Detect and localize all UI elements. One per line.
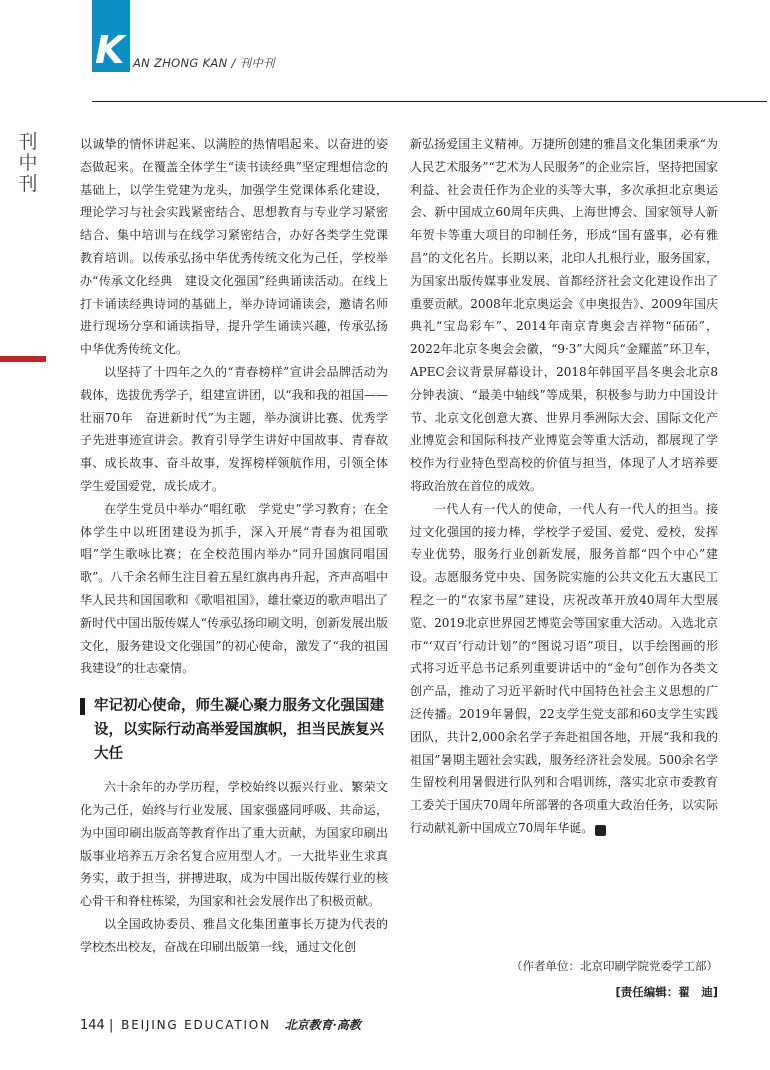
body-paragraph: 以坚持了十四年之久的“青春榜样”宣讲会品牌活动为载体，选拔优秀学子，组建宣讲团，以“我和我的祖国——壮丽70年 奋进新时代”为主题，举办演讲比赛、优秀学子先进事迹宣讲会。教育引导学生讲好中国故事、青春故事、成长故事、奋斗故事，发挥榜样领航作用，引领全体学生爱国爱党，成长成才。 xyxy=(80,364,388,493)
page-footer xyxy=(80,1016,361,1033)
responsible-editor: [责任编辑：翟 迪] xyxy=(615,985,718,999)
side-column-label xyxy=(16,132,40,195)
body-paragraph-text: 一代人有一代人的使命，一代人有一代人的担当。接过文化强国的接力棒，学校学子爱国、爱党、爱校，发挥专业优势，服务行业创新发展，服务首都“四个中心”建设。志愿服务党中央、国务院实施的公共文化五大惠民工程之一的“农家书屋”建设，庆祝改革开放40周年大型展览、2019北京世界园艺博览会等国家重大活动。入选北京市“‘双百’行动计划”的“图说习语”项目，以手绘图画的形式将习近平总书记系列重要讲话中的“金句”创作为各类文创产品，推动了习近平新时代中国特色社会主义思想的广泛传播。2019年暑假，22支学生党支部和60支学生实践团队，共计2,000余名学子奔赴祖国各地，开展“我和我的祖国”暑期主题社会实践，服务经济社会发展。500余名学生留校利用暑假进行队列和合唱训练，落实北京市委教育工委关于国庆70周年所部署的各项重大政治任务，以实际行动献礼新中国成立70周年华诞。 xyxy=(410,501,718,835)
body-paragraph: 以诚挚的情怀讲起来、以满腔的热情唱起来、以奋进的姿态做起来。在覆盖全体学生“读书读经典”坚定理想信念的基础上，以学生党建为龙头，加强学生党课体系化建设，理论学习与社会实践紧密结合、思想教育与专业学习紧密结合、集中培训与在线学习紧密结合，办好各类学生党课教育培训。以传承弘扬中华优秀传统文化为己任，学校举办“传承文化经典 建设文化强国”经典诵读活动。在线上打卡诵读经典诗词的基础上，举办诗词诵读会，邀请名师进行现场分享和诵读指导，提升学生诵读兴趣，传承弘扬中华优秀传统文化。 xyxy=(80,137,388,357)
section-heading: 牢记初心使命，师生凝心聚力服务文化强国建设，以实际行动高举爱国旗帜，担当民族复兴大任 xyxy=(80,694,388,766)
end-mark-icon: 中 xyxy=(595,825,606,836)
body-paragraph-last xyxy=(410,498,718,840)
body-paragraph: 以全国政协委员、雅昌文化集团董事长万捷为代表的学校杰出校友，奋战在印刷出版第一线，通过文化创 xyxy=(80,916,388,954)
publication-name-cn: 北京教育·高教 xyxy=(284,1018,361,1032)
body-paragraph: 在学生党员中举办“唱红歌 学党史”学习教育；在全体学生中以班团建设为抓手，深入开展“青春为祖国歌唱”学生歌咏比赛；在全校范围内举办“同升国旗同唱国歌”。八千余名师生注目着五星红旗冉冉升起，齐声高唱中华人民共和国国歌和《歌唱祖国》，雄壮豪迈的歌声唱出了新时代中国出版传媒人“传承弘扬印刷文明，创新发展出版文化，服务建设文化强国”的初心使命，激发了“我的祖国我建设”的壮志豪情。 xyxy=(80,501,388,676)
body-paragraph: 六十余年的办学历程，学校始终以振兴行业、繁荣文化为己任，始终与行业发展、国家强盛同呼吸、共命运，为中国印刷出版高等教育作出了重大贡献，为国家印刷出版事业培养五万余名复合应用型人才。一大批毕业生求真务实，敢于担当，拼搏进取，成为中国出版传媒行业的核心骨干和脊柱栋梁，为国家和社会发展作出了积极贡献。 xyxy=(80,780,388,909)
publication-name: BEIJING EDUCATION xyxy=(121,1018,271,1032)
header-divider xyxy=(92,101,767,102)
column-title: AN ZHONG KAN / 刊中刊 xyxy=(133,56,275,70)
author-affiliation: （作者单位：北京印刷学院党委学工部） xyxy=(511,959,718,973)
side-red-marker xyxy=(0,356,46,362)
body-paragraph: 新弘扬爱国主义精神。万捷所创建的雅昌文化集团秉承“为人民艺术服务”“艺术为人民服务”的企业宗旨，坚持把国家利益、社会责任作为企业的头等大事，多次承担北京奥运会、新中国成立60周年庆典、上海世博会、国家领导人新年贺卡等重大项目的印制任务，形成“国有盛事，必有雅昌”的文化名片。长期以来，北印人扎根行业，服务国家，为国家出版传媒事业发展、首都经济社会文化建设作出了重要贡献。2008年北京奥运会《申奥报告》、2009年国庆典礼“宝岛彩车”、2014年南京青奥会吉祥物“砳砳”，2022年北京冬奥会会徽，“9·3”大阅兵“金耀蓝”环卫车，APEC会议背景屏幕设计，2018年韩国平昌冬奥会北京8分钟表演、“最美中轴线”等成果，积极参与助力中国设计节、北京文化创意大赛、世界月季洲际大会、国际文化产业博览会和国际科技产业博览会等重大活动，都展现了学校作为行业特色型高校的价值与担当，体现了人才培养要将政治放在首位的成效。 xyxy=(410,137,718,493)
side-label-char: 刊 xyxy=(18,131,38,153)
right-text-column xyxy=(410,133,718,840)
page-number: 144 | xyxy=(80,1018,114,1033)
left-text-column xyxy=(80,133,388,959)
side-label-char: 刊 xyxy=(18,173,38,195)
header-logo-letter: K xyxy=(95,28,125,72)
side-label-char: 中 xyxy=(18,152,38,174)
